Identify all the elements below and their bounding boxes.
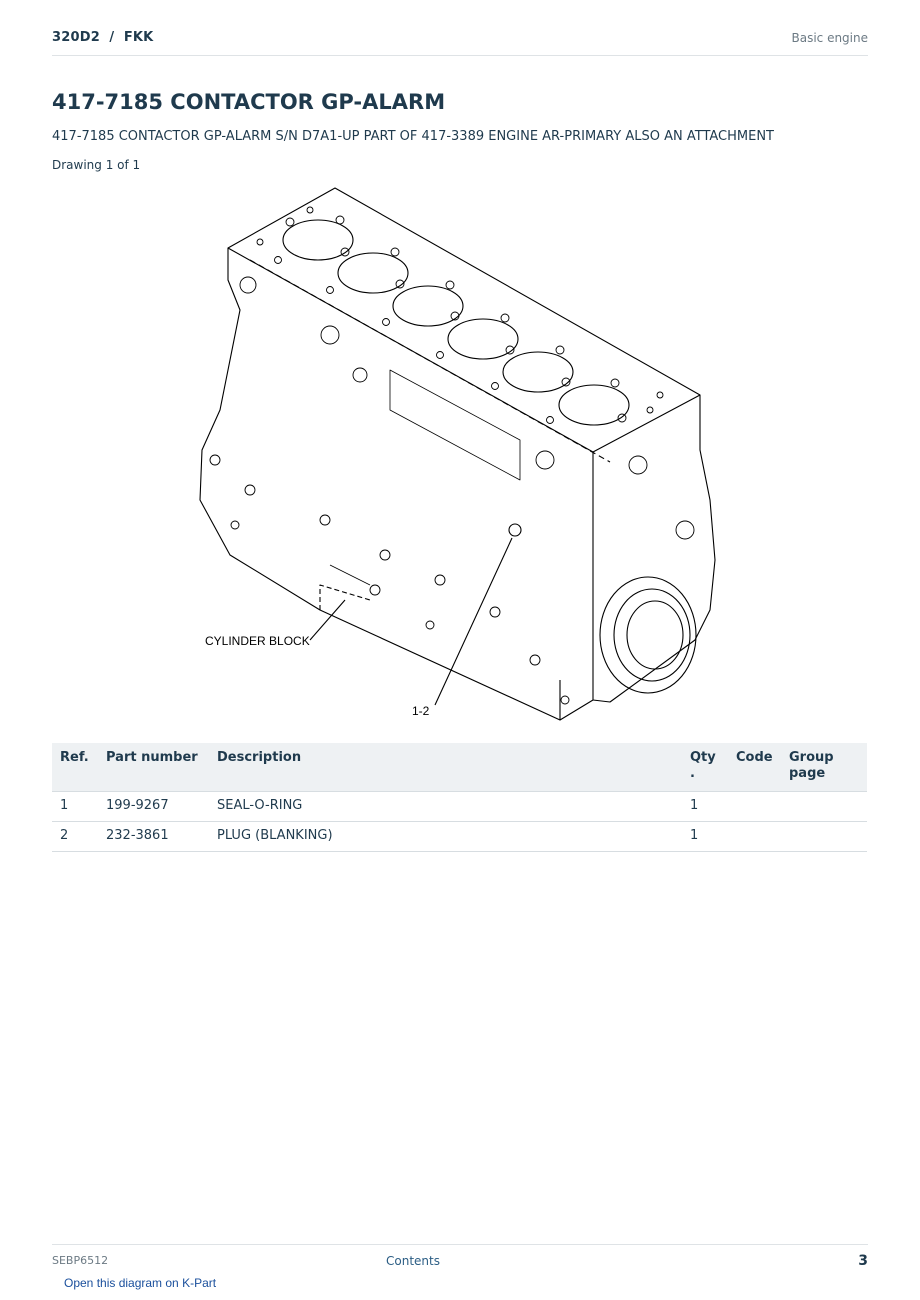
row-ref: 2 [52,822,98,852]
edge-outline [560,452,593,720]
col-qty: Qty . [682,743,728,792]
callout-label: 1-2 [412,704,430,718]
page-title: 417-7185 CONTACTOR GP-ALARM [52,90,446,114]
row-part-number: 232-3861 [98,822,209,852]
table-row [52,792,867,822]
col-description: Description [209,743,682,792]
rear-seal-housing [600,577,696,693]
row-qty: 1 [682,822,728,852]
row-ref: 1 [52,792,98,822]
row-group-page [781,792,867,822]
row-code [728,822,781,852]
page-subtitle: 417-7185 CONTACTOR GP-ALARM S/N D7A1-UP PART OF 417-3389 ENGINE AR-PRIMARY ALSO AN ATTACHMENT [52,129,774,144]
cylinder-block-drawing [190,180,730,725]
parts-table [52,743,867,852]
oil-cooler-pad [390,370,520,480]
col-ref: Ref. [52,743,98,792]
page-footer [52,1244,868,1274]
engine-diagram [190,180,730,725]
col-code: Code [728,743,781,792]
cylinder-bores [283,220,629,425]
side-outline [200,248,560,720]
detail-line [330,565,370,585]
row-group-page [781,822,867,852]
cylinder-block-label: CYLINDER BLOCK [205,634,310,648]
page-header [52,28,868,56]
dashed-edge [320,585,370,610]
row-description: PLUG (BLANKING) [209,822,682,852]
row-qty: 1 [682,792,728,822]
plug-location [509,524,521,536]
col-part-number: Part number [98,743,209,792]
col-group-page: Group page [781,743,867,792]
block-leader-line [310,600,345,640]
table-header-row [52,743,867,792]
table-row [52,822,867,852]
row-code [728,792,781,822]
model-label: 320D2 / FKK [52,30,154,45]
kpart-link[interactable]: Open this diagram on K-Part [64,1276,217,1290]
section-label: Basic engine [791,31,868,45]
deck-outline [228,188,700,452]
page-number: 3 [858,1253,868,1269]
row-part-number: 199-9267 [98,792,209,822]
bolt-holes [257,207,663,424]
contents-link[interactable]: Contents [386,1254,440,1268]
rear-outline [593,395,715,702]
drawing-count: Drawing 1 of 1 [52,158,141,172]
row-description: SEAL-O-RING [209,792,682,822]
document-number: SEBP6512 [52,1254,109,1267]
